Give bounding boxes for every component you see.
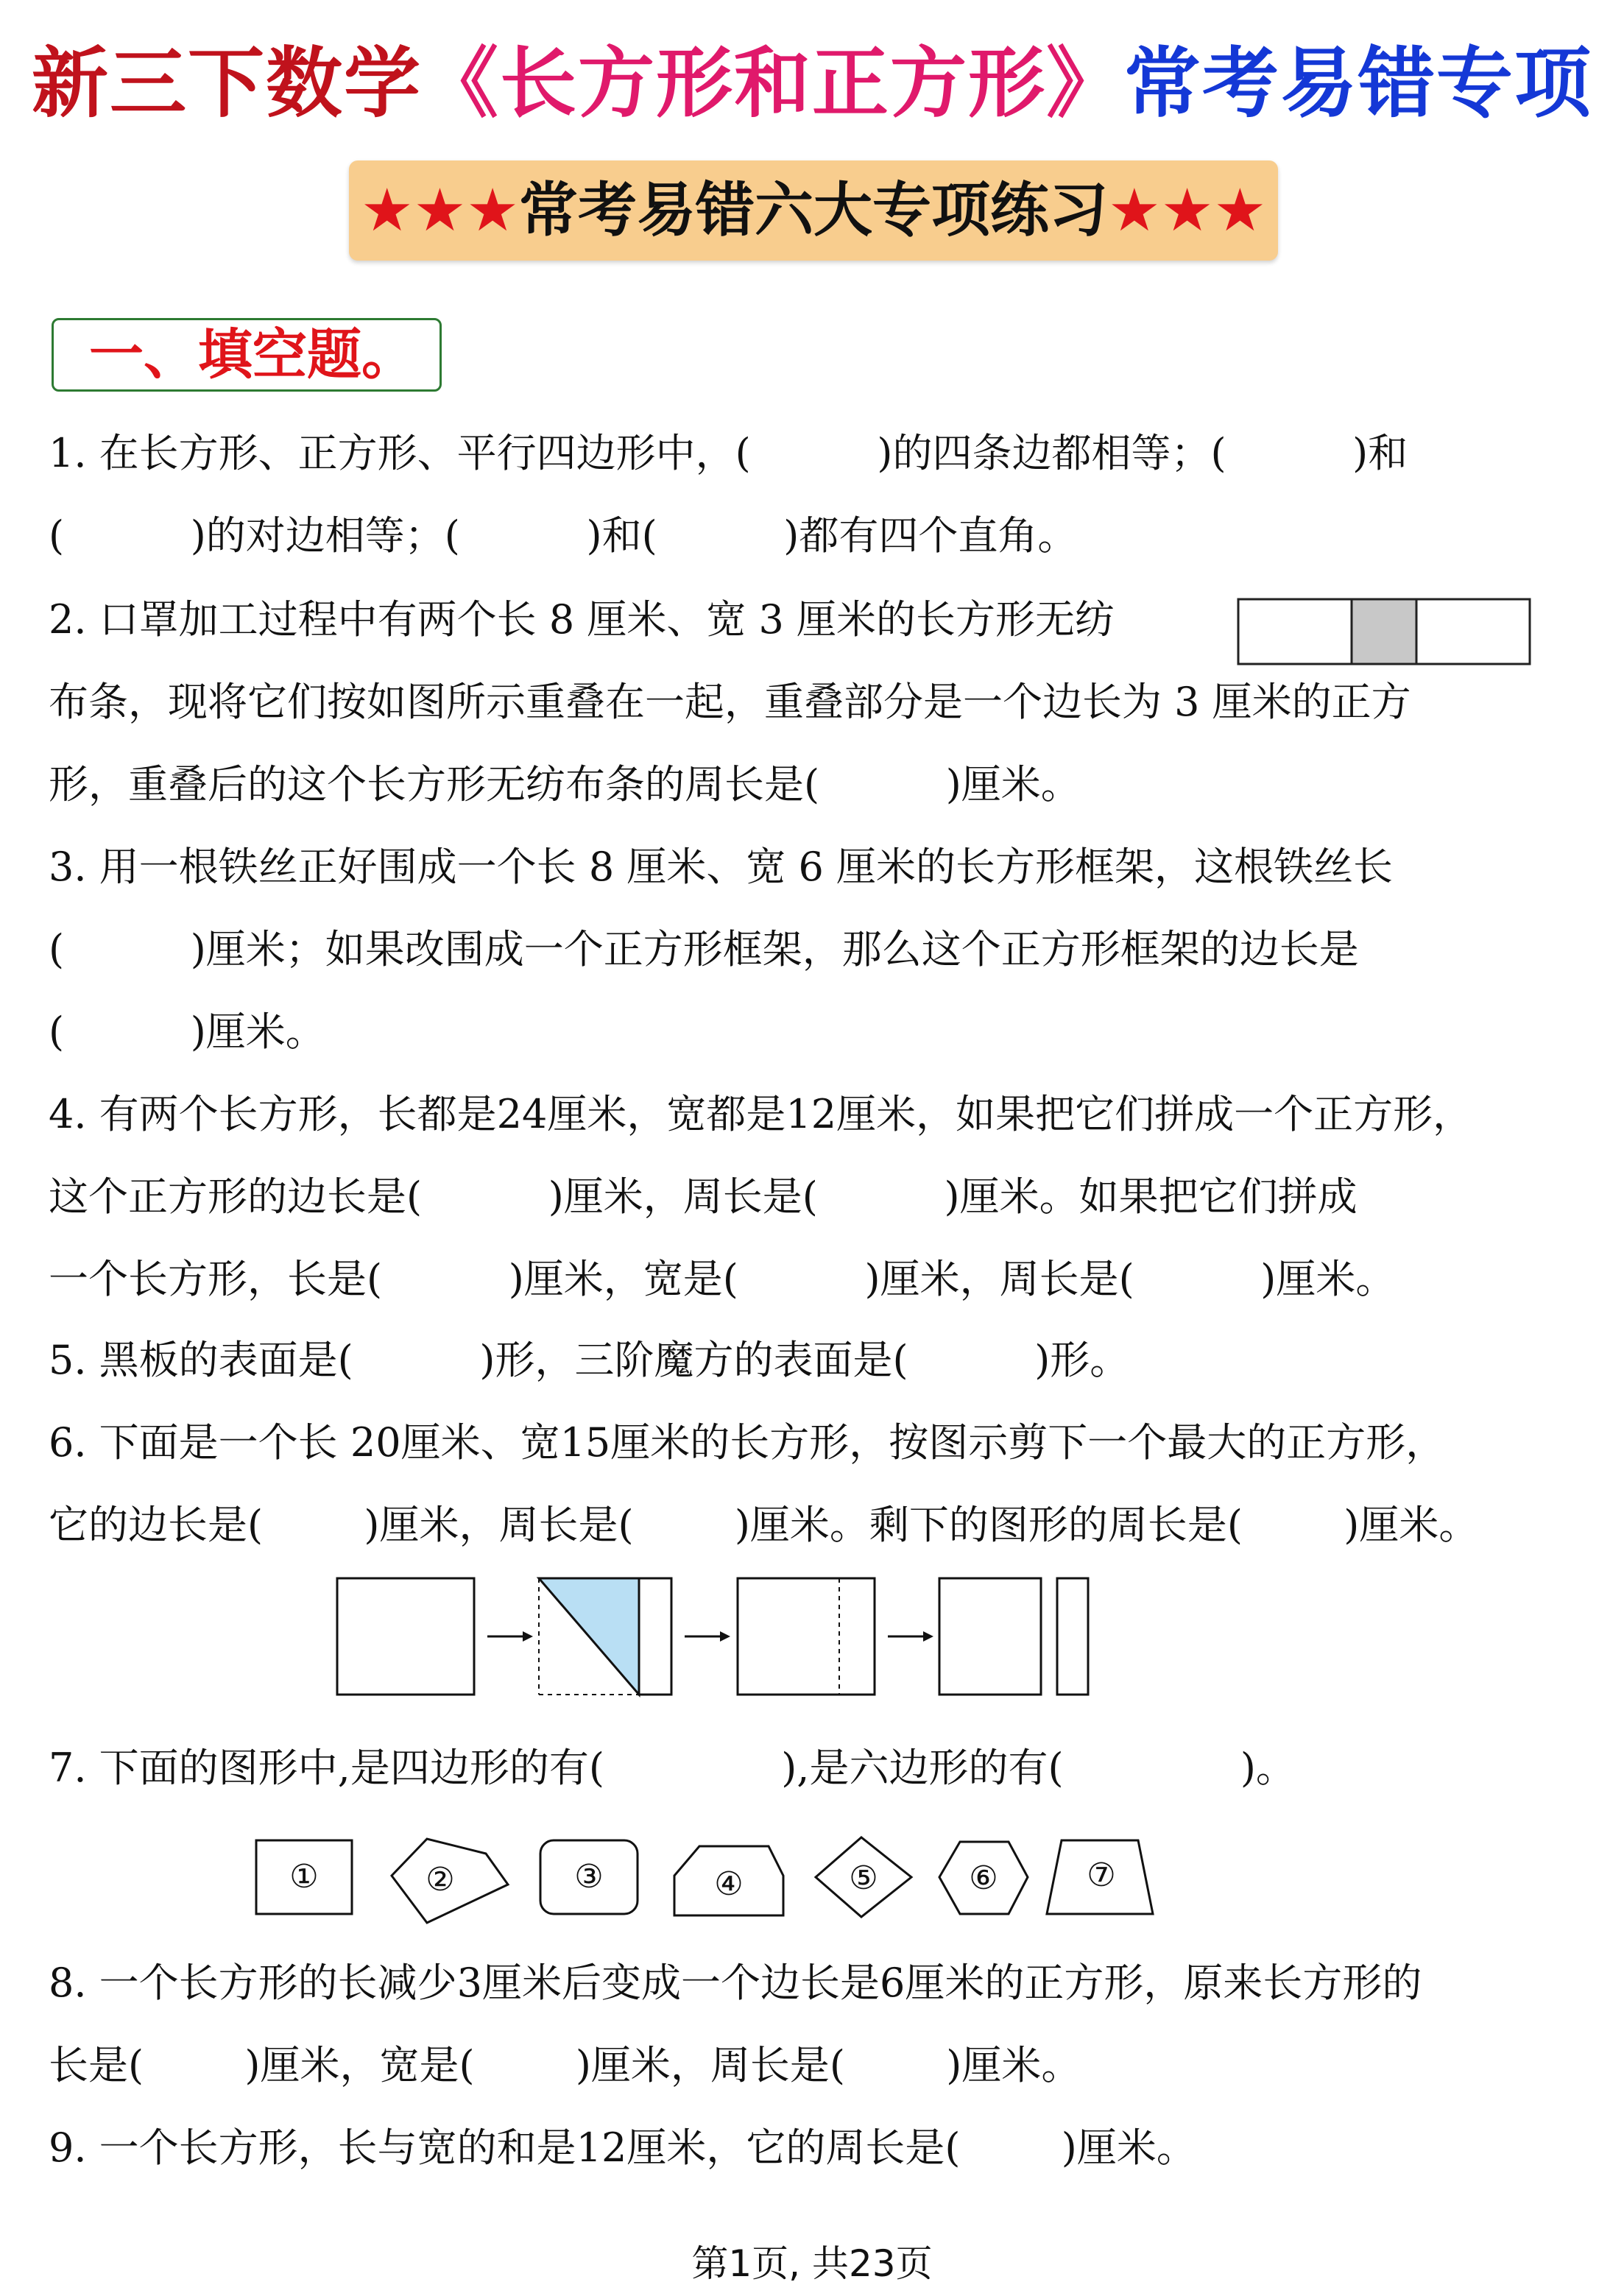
shape-label-4: ④ [714,1865,744,1903]
question-7-line-1: 7. 下面的图形中,是四边形的有( ),是六边形的有( )。 [49,1745,1296,1791]
star-icons-right: ★★★ [1108,176,1267,244]
shape-label-6: ⑥ [969,1859,998,1897]
page-footer: 第1页, 共23页 [691,2242,933,2285]
title-part-grade: 新三下数学 [31,38,422,128]
question-2-line-3: 形，重叠后的这个长方形无纺布条的周长是( )厘米。 [49,761,1081,808]
banner-text: 常考易错六大专项练习 [519,176,1108,244]
section-header: 一、填空题。 [52,318,442,392]
shapes-figure [243,1824,1171,1942]
page-title [0,35,1624,131]
question-9-line-1: 9. 一个长方形，长与宽的和是12厘米，它的周长是( )厘米。 [49,2124,1196,2171]
question-3-line-2: ( )厘米；如果改围成一个正方形框架，那么这个正方形框架的边长是 [49,926,1359,972]
remaining-strip [639,1578,671,1695]
arrow-head-icon [720,1631,730,1642]
question-6-line-1: 6. 下面是一个长 20厘米、宽15厘米的长方形，按图示剪下一个最大的正方形， [49,1419,1446,1466]
question-8-line-1: 8. 一个长方形的长减少3厘米后变成一个边长是6厘米的正方形，原来长方形的 [49,1960,1422,2006]
overlap-square [1352,599,1416,664]
title-part-unit: 《长方形和正方形》 [421,38,1124,128]
question-2-line-1: 2. 口罩加工过程中有两个长 8 厘米、宽 3 厘米的长方形无纺 [49,596,1115,643]
question-1-line-2: ( )的对边相等；( )和( )都有四个直角。 [49,512,1078,559]
shape-label-2: ② [426,1861,455,1898]
question-8-line-2: 长是( )厘米，宽是( )厘米，周长是( )厘米。 [49,2042,1081,2088]
star-icons-left: ★★★ [360,176,519,244]
leftover-strip [1057,1578,1088,1695]
arrow-head-icon [923,1631,933,1642]
unfolded-rectangle [738,1578,875,1695]
cutting-steps-figure [324,1566,1104,1706]
question-5-line-1: 5. 黑板的表面是( )形，三阶魔方的表面是( )形。 [49,1337,1130,1383]
shape-label-3: ③ [574,1858,604,1896]
shape-label-5: ⑤ [849,1859,878,1897]
cut-square [939,1578,1041,1695]
subtitle-banner [349,160,1278,261]
question-1-line-1: 1. 在长方形、正方形、平行四边形中，( )的四条边都相等；( )和 [49,430,1408,476]
title-part-topic: 常考易错专项 [1124,38,1593,128]
question-3-line-1: 3. 用一根铁丝正好围成一个长 8 厘米、宽 6 厘米的长方形框架，这根铁丝长 [49,844,1394,890]
shape-label-1: ① [289,1858,319,1896]
question-4-line-2: 这个正方形的边长是( )厘米，周长是( )厘米。如果把它们拼成 [49,1173,1358,1220]
folded-triangle [539,1578,639,1695]
rectangle-shape [337,1578,474,1695]
question-6-line-2: 它的边长是( )厘米，周长是( )厘米。剩下的图形的周长是( )厘米。 [49,1502,1479,1548]
question-2-line-2: 布条，现将它们按如图所示重叠在一起，重叠部分是一个边长为 3 厘米的正方 [49,679,1411,725]
question-3-line-3: ( )厘米。 [49,1009,325,1055]
question-4-line-1: 4. 有两个长方形，长都是24厘米，宽都是12厘米，如果把它们拼成一个正方形， [49,1091,1473,1137]
arrow-head-icon [523,1631,533,1642]
fabric-strips-figure [1237,598,1531,668]
shape-label-7: ⑦ [1087,1857,1116,1894]
question-4-line-3: 一个长方形，长是( )厘米，宽是( )厘米，周长是( )厘米。 [49,1256,1396,1302]
